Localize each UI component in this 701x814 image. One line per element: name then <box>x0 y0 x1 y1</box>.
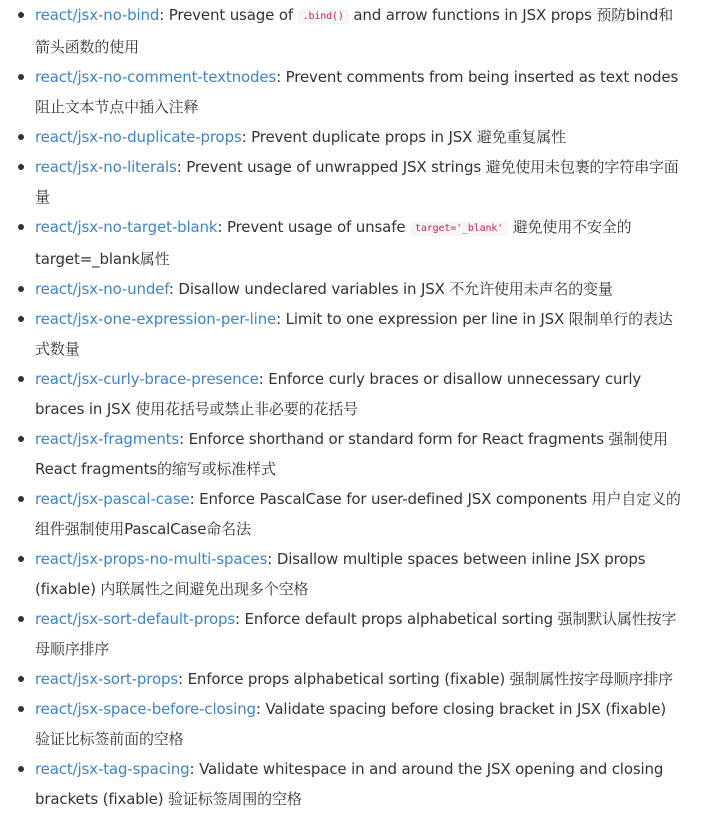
rule-item <box>0 274 681 304</box>
rule-link[interactable]: react/jsx-no-undef <box>35 280 169 298</box>
rule-link[interactable]: react/jsx-no-comment-textnodes <box>35 68 277 86</box>
rule-link[interactable]: react/jsx-no-duplicate-props <box>35 128 242 146</box>
rule-description: : Prevent comments from being inserted as text nodes 阻止文本节点中插入注释 <box>35 68 679 116</box>
rule-description-cont: and arrow functions in JSX props 预防bind和箭头函数的使用 <box>35 6 674 56</box>
rule-item <box>0 364 681 424</box>
rule-item <box>0 544 681 604</box>
rule-item <box>0 62 681 122</box>
rule-link[interactable]: react/jsx-fragments <box>35 430 180 448</box>
rule-item <box>0 304 681 364</box>
rule-description: : Enforce PascalCase for user-defined JSX components 用户自定义的组件强制使用PascalCase命名法 <box>35 490 681 538</box>
rule-item <box>0 664 681 694</box>
rule-description: : Enforce default props alphabetical sorting 强制默认属性按字母顺序排序 <box>35 610 677 658</box>
rule-link[interactable]: react/jsx-sort-default-props <box>35 610 236 628</box>
rule-item <box>0 694 681 754</box>
rule-description: : Limit to one expression per line in JSX 限制单行的表达式数量 <box>35 310 673 358</box>
rule-link[interactable]: react/jsx-props-no-multi-spaces <box>35 550 268 568</box>
rule-description: : Validate spacing before closing bracket in JSX (fixable) 验证比标签前面的空格 <box>35 700 667 748</box>
inline-code: target='_blank' <box>410 221 508 236</box>
rule-link[interactable]: react/jsx-tag-spacing <box>35 760 190 778</box>
rule-description: : Prevent duplicate props in JSX 避免重复属性 <box>241 128 566 146</box>
rule-link[interactable]: react/jsx-pascal-case <box>35 490 190 508</box>
rule-description: : Disallow multiple spaces between inline JSX props (fixable) 内联属性之间避免出现多个空格 <box>35 550 646 598</box>
rule-link[interactable]: react/jsx-no-literals <box>35 158 177 176</box>
rule-description-cont: 避免使用不安全的target=_blank属性 <box>35 218 632 268</box>
rule-link[interactable]: react/jsx-no-bind <box>35 6 160 24</box>
rule-item <box>0 604 681 664</box>
rule-description: : Enforce props alphabetical sorting (fixable) 强制属性按字母顺序排序 <box>178 670 673 688</box>
rule-description: : Enforce curly braces or disallow unnecessary curly braces in JSX 使用花括号或禁止非必要的花括号 <box>35 370 642 418</box>
rule-item <box>0 122 681 152</box>
rule-item <box>0 152 681 212</box>
rule-description: : Validate whitespace in and around the JSX opening and closing brackets (fixable) 验证标签周围的空格 <box>35 760 664 808</box>
rule-description: : Prevent usage of unwrapped JSX strings 避免使用未包裹的字符串字面量 <box>35 158 679 206</box>
rule-item <box>0 484 681 544</box>
rule-item <box>0 0 681 62</box>
rule-link[interactable]: react/jsx-no-target-blank <box>35 218 218 236</box>
rule-item <box>0 424 681 484</box>
rule-item <box>0 212 681 274</box>
rule-link[interactable]: react/jsx-curly-brace-presence <box>35 370 259 388</box>
rule-link[interactable]: react/jsx-sort-props <box>35 670 179 688</box>
rule-link[interactable]: react/jsx-space-before-closing <box>35 700 256 718</box>
rule-description: : Prevent usage of <box>159 6 298 24</box>
rule-link[interactable]: react/jsx-one-expression-per-line <box>35 310 277 328</box>
rule-description: : Enforce shorthand or standard form for React fragments 强制使用React fragments的缩写或标准样式 <box>35 430 668 478</box>
rule-description: : Prevent usage of unsafe <box>217 218 411 236</box>
rule-item <box>0 754 681 814</box>
rule-description: : Disallow undeclared variables in JSX 不允许使用未声名的变量 <box>168 280 613 298</box>
inline-code: .bind() <box>298 9 349 24</box>
